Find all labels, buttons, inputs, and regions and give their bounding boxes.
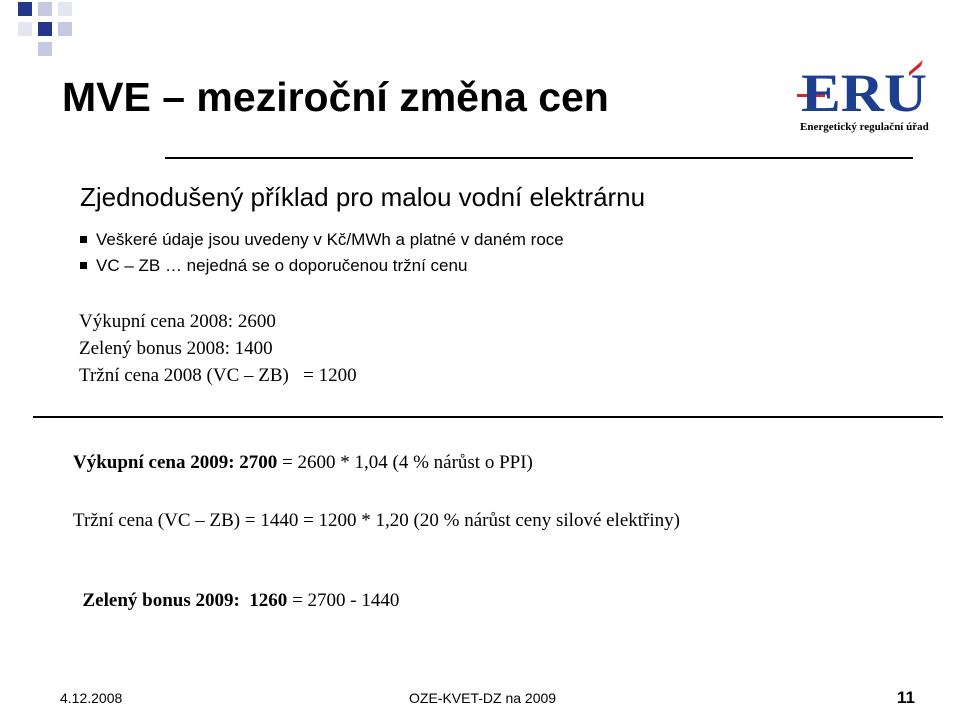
footer-date: 4.12.2008	[60, 690, 123, 706]
svg-text:ERU: ERU	[801, 63, 927, 123]
bullet-text: VC – ZB … nejedná se o doporučenou tržní cenu	[96, 256, 468, 275]
divider-top	[165, 157, 913, 159]
deco-square	[38, 2, 52, 16]
calc-bold: Zelený bonus 2009: 1260	[82, 590, 288, 611]
values-2008	[79, 308, 357, 389]
deco-square	[58, 2, 72, 16]
bullet-list	[80, 227, 564, 279]
deco-square	[58, 22, 72, 36]
calc-rest: = 2600 * 1,04 (4 % nárůst o PPI)	[277, 452, 533, 473]
value-line: Výkupní cena 2008: 2600	[79, 311, 276, 332]
calc-line-trzni	[73, 510, 680, 532]
calc-rest: Tržní cena (VC – ZB) = 1440 = 1200 * 1,20 (20 % nárůst ceny silové elektřiny)	[73, 510, 680, 531]
calc-rest: = 2700 - 1440	[287, 590, 400, 611]
slide-title: MVE – meziroční změna cen	[62, 74, 609, 120]
value-line: Zelený bonus 2008: 1400	[79, 338, 273, 359]
calc-bold: Výkupní cena 2009: 2700	[73, 452, 278, 473]
deco-square	[38, 22, 52, 36]
calc-line-vykupni	[73, 452, 533, 474]
deco-square	[18, 22, 32, 36]
deco-square	[38, 42, 52, 56]
decorative-squares	[0, 0, 90, 60]
square-bullet-icon	[80, 236, 87, 243]
divider-middle	[33, 416, 943, 418]
bullet-item	[80, 253, 564, 279]
square-bullet-icon	[80, 262, 87, 269]
logo-caption: Energetický regulační úřad	[800, 121, 929, 133]
calc-line-bonus	[73, 568, 399, 612]
value-line: Tržní cena 2008 (VC – ZB) = 1200	[79, 365, 357, 386]
bullet-text: Veškeré údaje jsou uvedeny v Kč/MWh a platné v daném roce	[96, 230, 564, 249]
deco-square	[18, 2, 32, 16]
bullet-item	[80, 227, 564, 253]
subtitle: Zjednodušený příklad pro malou vodní elektrárnu	[80, 182, 646, 212]
footer-center: OZE-KVET-DZ na 2009	[409, 690, 557, 706]
page-number: 11	[897, 688, 915, 707]
